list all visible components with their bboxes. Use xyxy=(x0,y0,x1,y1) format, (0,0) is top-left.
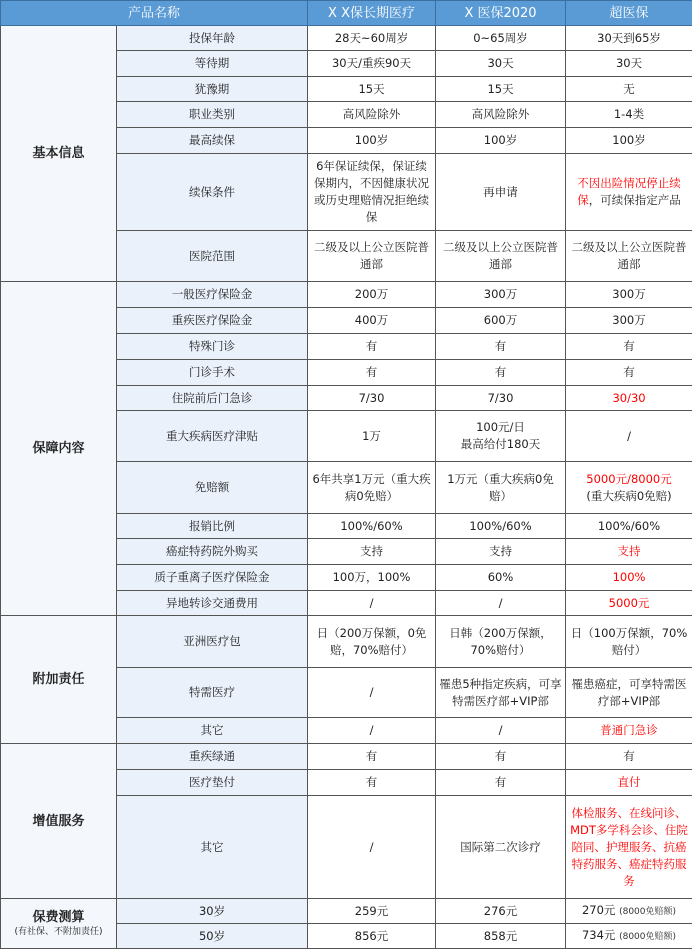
value-text: 二级及以上公立医院普通部 xyxy=(443,240,559,271)
value-text: 国际第二次诊疗 xyxy=(460,839,541,854)
value-cell xyxy=(308,102,436,128)
value-text: 100岁 xyxy=(354,133,389,147)
table-body xyxy=(1,26,692,949)
section-title: 保障内容 xyxy=(32,441,85,456)
value-text: 100万，100% xyxy=(332,570,411,584)
value-cell xyxy=(566,360,692,386)
value-cell xyxy=(566,565,692,591)
value-text: 有 xyxy=(494,365,507,379)
value-cell xyxy=(566,231,692,282)
value-text: 高风险除外 xyxy=(471,107,530,121)
value-cell xyxy=(308,231,436,282)
row-label: 等待期 xyxy=(117,51,308,77)
value-cell xyxy=(308,924,436,949)
value-text: 300万 xyxy=(483,287,518,301)
value-cell xyxy=(308,770,436,796)
value-text: 600万 xyxy=(483,313,518,327)
value-cell xyxy=(566,899,692,924)
row-label: 住院前后门急诊 xyxy=(117,386,308,411)
row-label: 门诊手术 xyxy=(117,360,308,386)
value-text: 30天 xyxy=(615,56,643,70)
value-cell xyxy=(308,360,436,386)
value-cell xyxy=(308,565,436,591)
table-row xyxy=(1,899,692,924)
value-text: 1万元（重大疾病0免赔） xyxy=(447,471,554,503)
value-text: 体检服务、在线问诊、MDT多学科会诊、住院陪同、护理服务、抗癌特药服务、癌症特药服务 xyxy=(570,805,688,888)
row-label: 投保年龄 xyxy=(117,26,308,51)
value-cell xyxy=(566,796,692,899)
value-cell xyxy=(436,360,566,386)
value-text: 日韩（200万保额，70%赔付） xyxy=(449,625,552,657)
value-cell xyxy=(436,128,566,154)
value-cell xyxy=(308,386,436,411)
value-text: / xyxy=(369,685,374,699)
value-cell xyxy=(308,616,436,668)
section-title: 附加责任 xyxy=(32,672,85,687)
value-text: 有 xyxy=(623,749,635,763)
value-cell xyxy=(566,334,692,360)
value-cell xyxy=(436,386,566,411)
table-row xyxy=(1,616,692,668)
row-label: 质子重离子医疗保险金 xyxy=(117,565,308,591)
row-label: 30岁 xyxy=(117,899,308,924)
row-label: 续保条件 xyxy=(117,154,308,231)
value-text: 支持 xyxy=(360,544,384,558)
value-text: 支持 xyxy=(617,544,641,558)
value-cell xyxy=(308,282,436,308)
value-text: 100%/60% xyxy=(597,518,661,533)
value-text: 300万 xyxy=(612,287,646,301)
value-cell xyxy=(436,231,566,282)
table-row xyxy=(1,744,692,770)
value-cell xyxy=(436,539,566,565)
row-label: 特需医疗 xyxy=(117,668,308,718)
value-cell xyxy=(566,744,692,770)
value-cell xyxy=(308,26,436,51)
value-cell xyxy=(308,128,436,154)
value-text: 100% xyxy=(612,570,646,584)
value-text: 259元 xyxy=(354,903,389,918)
value-text: / xyxy=(369,595,374,610)
table-row xyxy=(1,26,692,51)
value-text: 7/30 xyxy=(487,390,514,405)
value-text: 28天~60周岁 xyxy=(334,30,409,45)
value-cell xyxy=(308,154,436,231)
value-text: / xyxy=(369,839,374,854)
value-cell xyxy=(308,308,436,334)
section-label xyxy=(1,899,117,949)
value-text: 有 xyxy=(623,365,635,379)
value-cell xyxy=(308,334,436,360)
section-title: 增值服务 xyxy=(32,813,85,829)
value-text: 有 xyxy=(494,775,507,789)
value-text: 二级及以上公立医院普通部 xyxy=(571,240,687,271)
row-label: 其它 xyxy=(117,718,308,744)
row-label: 亚洲医疗包 xyxy=(117,616,308,668)
row-label: 50岁 xyxy=(117,924,308,949)
value-cell xyxy=(308,668,436,718)
value-text: 支持 xyxy=(489,544,513,558)
value-text: 有 xyxy=(494,339,507,353)
value-cell xyxy=(308,899,436,924)
value-note: (8000免赔额) xyxy=(619,931,677,942)
value-cell xyxy=(436,899,566,924)
value-cell xyxy=(308,591,436,616)
value-text: 100岁 xyxy=(612,133,646,147)
value-text: / xyxy=(369,723,374,737)
value-text: 100岁 xyxy=(483,133,518,147)
value-cell xyxy=(436,308,566,334)
table-row xyxy=(1,282,692,308)
value-text: 普通门急诊 xyxy=(600,723,658,737)
row-label: 犹豫期 xyxy=(117,77,308,102)
value-cell xyxy=(566,102,692,128)
section-title: 保费测算 xyxy=(32,910,85,925)
value-cell xyxy=(436,334,566,360)
value-cell xyxy=(436,744,566,770)
value-text: 0~65周岁 xyxy=(473,30,528,45)
value-note: (8000免赔额) xyxy=(619,906,677,917)
value-cell xyxy=(436,616,566,668)
value-text: 二级及以上公立医院普通部 xyxy=(314,240,430,271)
value-cell xyxy=(436,102,566,128)
section-label xyxy=(1,26,117,282)
row-label: 医疗垫付 xyxy=(117,770,308,796)
value-text: 6年共享1万元（重大疾病0免赔） xyxy=(312,471,431,503)
value-cell xyxy=(308,796,436,899)
value-text: 270元 xyxy=(581,902,616,917)
value-text: 有 xyxy=(365,339,378,353)
value-cell xyxy=(436,565,566,591)
value-cell xyxy=(436,282,566,308)
value-text: 日（100万保额，70%赔付） xyxy=(570,625,688,657)
value-text: 无 xyxy=(623,81,635,96)
row-label: 重大疾病医疗津贴 xyxy=(117,411,308,462)
value-cell xyxy=(566,26,692,51)
row-label: 异地转诊交通费用 xyxy=(117,591,308,616)
row-label: 最高续保 xyxy=(117,128,308,154)
value-text: 高风险除外 xyxy=(342,107,401,121)
value-cell xyxy=(436,591,566,616)
value-text: 100元/日 最高给付180天 xyxy=(460,420,541,451)
value-cell xyxy=(436,462,566,514)
value-cell xyxy=(436,770,566,796)
header-row xyxy=(1,1,692,26)
value-cell xyxy=(308,411,436,462)
value-cell xyxy=(308,462,436,514)
value-cell xyxy=(436,154,566,231)
value-text: 15天 xyxy=(487,81,514,96)
value-text: 不因出险情况停止续保 xyxy=(577,176,681,207)
value-cell xyxy=(566,539,692,565)
section-title: 基本信息 xyxy=(32,146,85,161)
value-text: 5000元/8000元 xyxy=(586,471,672,486)
row-label: 重疾绿通 xyxy=(117,744,308,770)
value-cell xyxy=(566,51,692,77)
value-text: 有 xyxy=(623,339,635,353)
row-label: 一般医疗保险金 xyxy=(117,282,308,308)
value-text: 有 xyxy=(365,365,378,379)
value-text: 858元 xyxy=(483,928,518,943)
value-cell xyxy=(308,744,436,770)
value-cell xyxy=(566,128,692,154)
value-cell xyxy=(308,718,436,744)
value-text: 直付 xyxy=(617,775,641,789)
value-cell xyxy=(308,77,436,102)
header-product-2: X 医保2020 xyxy=(436,1,566,26)
value-cell xyxy=(566,282,692,308)
value-text: / xyxy=(498,595,503,610)
value-cell xyxy=(308,539,436,565)
value-cell xyxy=(566,154,692,231)
value-text: 30/30 xyxy=(612,390,646,405)
section-subtitle: (有社保、不附加责任) xyxy=(14,927,103,937)
value-text: 日（200万保额，0免赔，70%赔付） xyxy=(316,625,427,657)
value-cell xyxy=(436,924,566,949)
value-cell xyxy=(566,386,692,411)
value-text: 300万 xyxy=(612,313,646,327)
value-text-rest: ，可续保指定产品 xyxy=(588,193,681,207)
value-text: 15天 xyxy=(358,81,385,96)
value-cell xyxy=(436,51,566,77)
value-cell xyxy=(436,514,566,539)
value-cell xyxy=(566,308,692,334)
row-label: 癌症特药院外购买 xyxy=(117,539,308,565)
row-label: 报销比例 xyxy=(117,514,308,539)
value-text: 856元 xyxy=(354,928,389,943)
value-cell xyxy=(566,77,692,102)
value-text: 再申请 xyxy=(483,184,518,199)
value-cell xyxy=(566,668,692,718)
value-text: / xyxy=(627,428,631,443)
value-cell xyxy=(436,668,566,718)
value-text: 30天/重疾90天 xyxy=(331,56,412,70)
value-cell xyxy=(436,718,566,744)
value-cell xyxy=(436,796,566,899)
value-text: 罹患癌症，可享特需医疗部+VIP部 xyxy=(571,676,687,708)
value-text: 罹患5种指定疾病，可享特需医疗部+VIP部 xyxy=(439,676,562,708)
value-cell xyxy=(436,411,566,462)
value-text: 734元 xyxy=(581,927,616,942)
row-label: 免赔额 xyxy=(117,462,308,514)
value-cell xyxy=(566,616,692,668)
header-product-1: X X保长期医疗 xyxy=(308,1,436,26)
row-label: 职业类别 xyxy=(117,102,308,128)
section-label xyxy=(1,616,117,744)
value-cell xyxy=(308,514,436,539)
value-cell xyxy=(566,770,692,796)
value-text: 276元 xyxy=(483,903,518,918)
value-cell xyxy=(566,591,692,616)
value-cell xyxy=(436,77,566,102)
value-cell xyxy=(436,26,566,51)
value-cell xyxy=(566,411,692,462)
value-text: 6年保证续保，保证续保期内，不因健康状况或历史理赔情况拒绝续保 xyxy=(314,159,430,224)
header-product-3: 超医保 xyxy=(566,1,692,26)
value-text: 5000元 xyxy=(608,595,650,610)
value-text: 1-4类 xyxy=(613,107,645,121)
value-text: 200万 xyxy=(354,287,389,301)
value-text: 30天 xyxy=(487,56,514,70)
value-text: 100%/60% xyxy=(469,518,532,533)
section-label xyxy=(1,282,117,616)
value-text: 100%/60% xyxy=(340,518,403,533)
row-label: 特殊门诊 xyxy=(117,334,308,360)
value-text: 400万 xyxy=(354,313,389,327)
row-label: 重疾医疗保险金 xyxy=(117,308,308,334)
value-text-rest: (重大疾病0免赔) xyxy=(586,488,672,503)
value-cell xyxy=(566,514,692,539)
value-text: 60% xyxy=(487,570,514,584)
value-cell xyxy=(308,51,436,77)
value-text: 1万 xyxy=(362,428,381,443)
value-text: / xyxy=(498,723,503,737)
value-cell xyxy=(566,924,692,949)
value-text: 有 xyxy=(494,749,507,763)
header-product-name: 产品名称 xyxy=(1,1,308,26)
value-cell xyxy=(566,718,692,744)
value-text: 有 xyxy=(365,749,378,763)
value-text: 7/30 xyxy=(358,390,385,405)
row-label: 其它 xyxy=(117,796,308,899)
value-cell xyxy=(566,462,692,514)
section-label xyxy=(1,744,117,899)
row-label: 医院范围 xyxy=(117,231,308,282)
value-text: 有 xyxy=(365,775,378,789)
value-text: 30天到65岁 xyxy=(597,30,661,45)
